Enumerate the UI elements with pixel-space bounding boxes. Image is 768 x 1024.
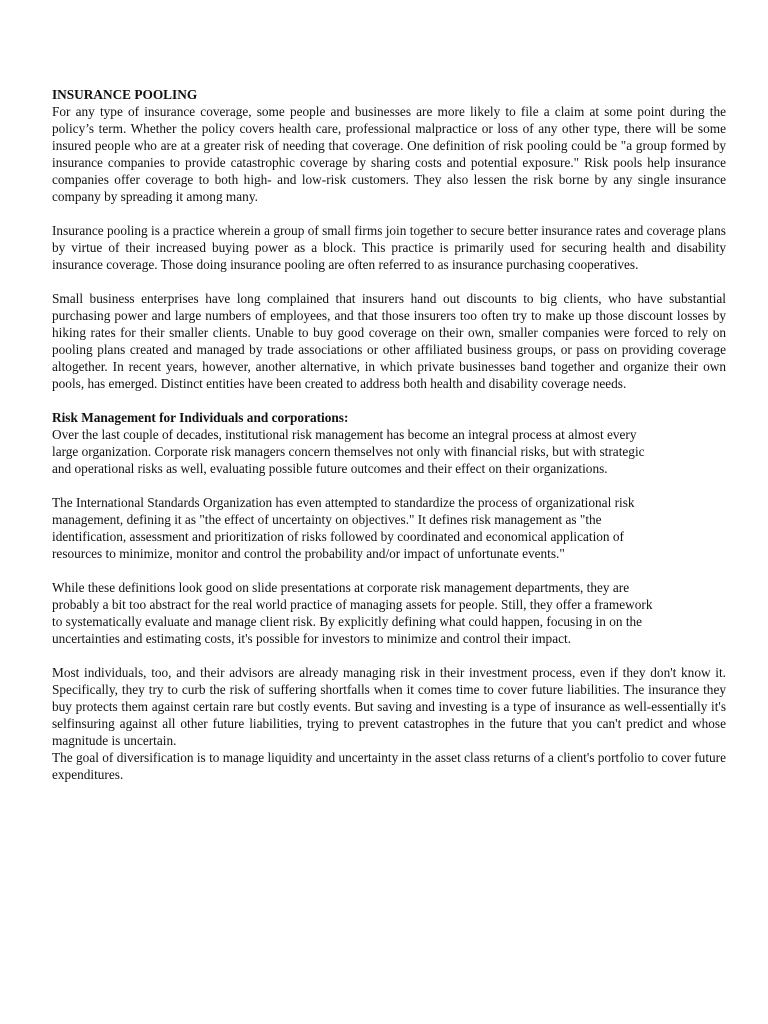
paragraph-institutional-risk-management: Over the last couple of decades, institutional risk management has become an integral process at almost every large organization. Corporate risk managers concern themselves not only with financial risks, but with strategic and operational risks as well, evaluating possible future outcomes and their effect on their organizations. bbox=[52, 427, 645, 476]
paragraph-diversification-goal: The goal of diversification is to manage liquidity and uncertainty in the asset class returns of a client's portfolio to cover future expenditures. bbox=[52, 750, 726, 782]
paragraph-risk-pooling-definition: For any type of insurance coverage, some people and businesses are more likely to file a claim at some point during the policy’s term. Whether the policy covers health care, professional malpractice or loss of any other type, there will be some insured people who are at a greater risk of needing that coverage. One definition of risk pooling could be "a group formed by insurance companies to provide catastrophic coverage by sharing costs and potential exposure." Risk pools help insurance companies offer coverage to both high- and low-risk customers. They also lessen the risk borne by any single insurance company by spreading it among many. bbox=[52, 104, 726, 204]
paragraph-small-business-pools: Small business enterprises have long complained that insurers hand out discounts to big clients, who have substantial purchasing power and large numbers of employees, and that those insurers too often try to make up those discount losses by hiking rates for their smaller clients. Unable to buy good coverage on their own, smaller companies were forced to rely on pooling plans created and managed by trade associations or other affiliated business groups, or pass on providing coverage altogether. In recent years, however, another alternative, in which private businesses band together and organize their own pools, has emerged. Distinct entities have been created to address both health and disability coverage needs. bbox=[52, 291, 726, 391]
paragraph-individual-risk: Most individuals, too, and their advisors are already managing risk in their investment process, even if they don't know it. Specifically, they try to curb the risk of suffering shortfalls when it comes time to cover future liabilities. The insurance they buy protects them against certain rare but costly events. But saving and investing is a type of insurance as well-essentially it's selfinsuring against all other future liabilities, trying to prevent catastrophes in the future that you can't predict and whose magnitude is uncertain. bbox=[52, 665, 726, 748]
section-heading-risk-management: Risk Management for Individuals and corporations: bbox=[52, 410, 349, 425]
document-page bbox=[52, 86, 726, 783]
paragraph-insurance-pooling-practice: Insurance pooling is a practice wherein a group of small firms join together to secure better insurance rates and coverage plans by virtue of their increased buying power as a block. This practice is primarily used for securing health and disability insurance coverage. Those doing insurance pooling are often referred to as insurance purchasing cooperatives. bbox=[52, 223, 726, 272]
paragraph-iso-definition: The International Standards Organization has even attempted to standardize the process of organizational risk management, defining it as "the effect of uncertainty on objectives." It defines risk management as "the identification, assessment and prioritization of risks followed by coordinated and economical application of resources to minimize, monitor and control the probability and/or impact of unfortunate events." bbox=[52, 495, 635, 561]
paragraph-framework: While these definitions look good on slide presentations at corporate risk management departments, they are probably a bit too abstract for the real world practice of managing assets for people. Still, they offer a framework to systematically evaluate and manage client risk. By explicitly defining what could happen, focusing in on the uncertainties and estimating costs, it's possible for investors to minimize and control their impact. bbox=[52, 580, 653, 646]
section-heading-insurance-pooling: INSURANCE POOLING bbox=[52, 87, 198, 102]
